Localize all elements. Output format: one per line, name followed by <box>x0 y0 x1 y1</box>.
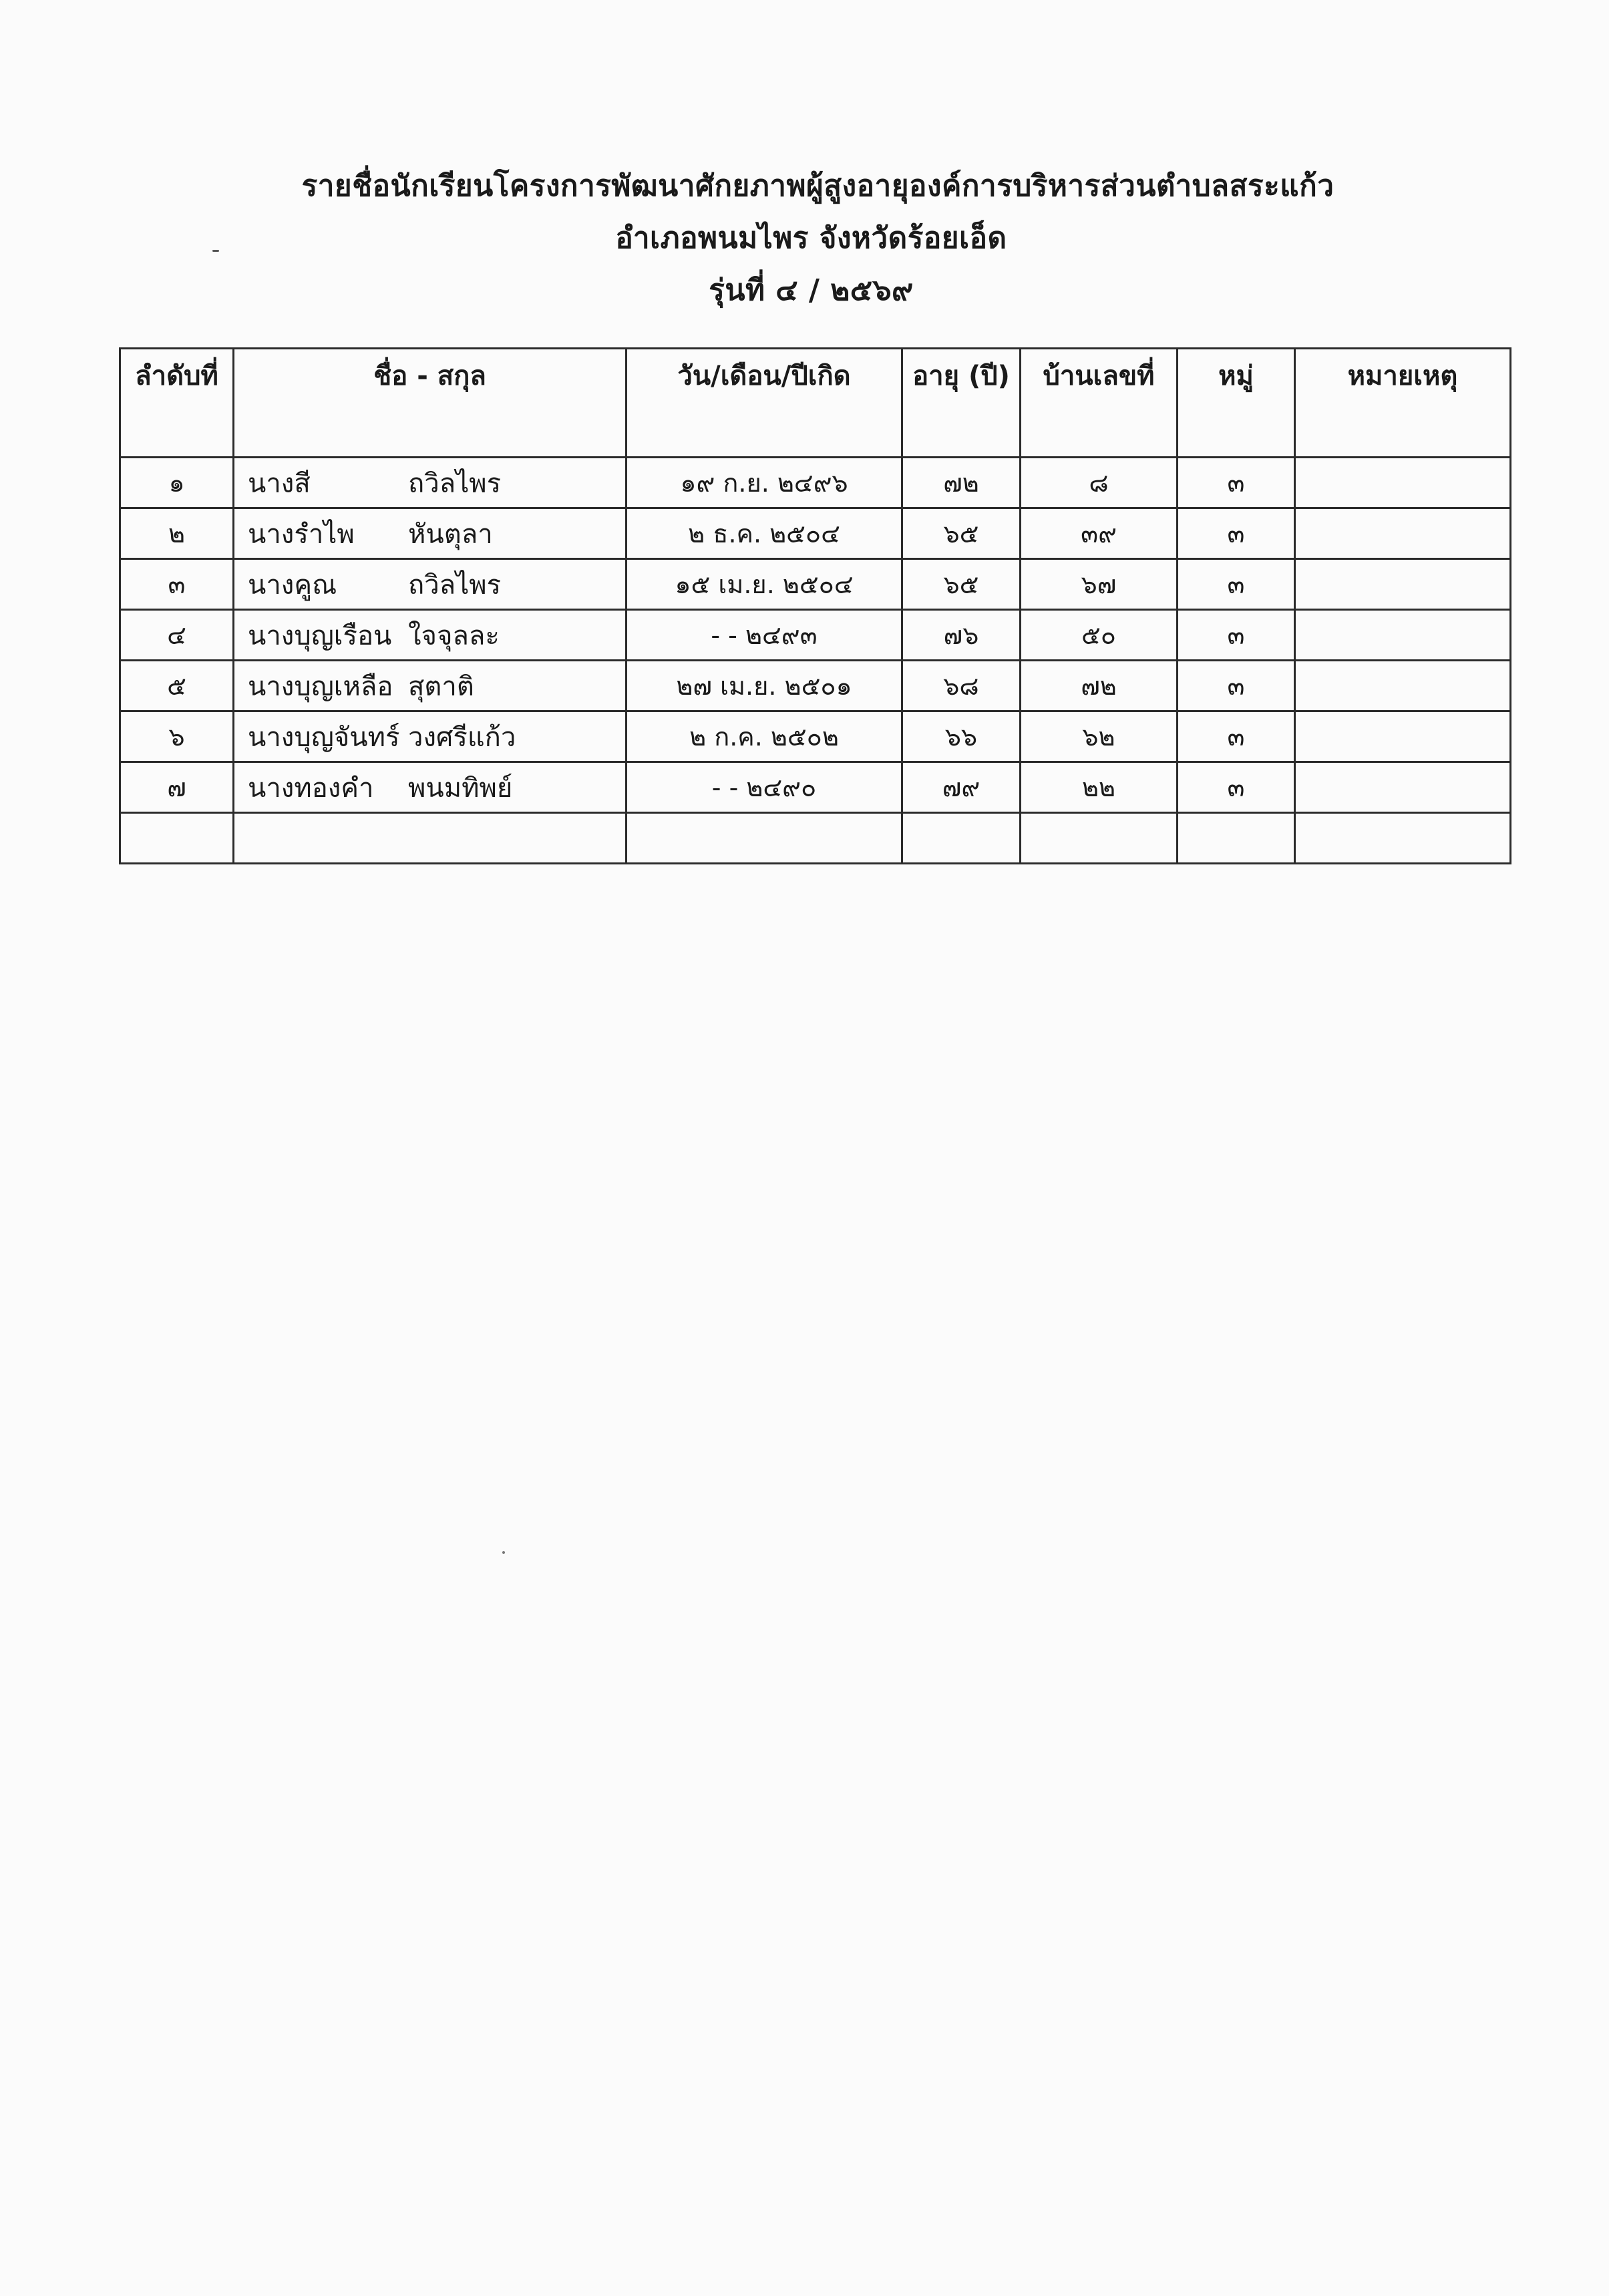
last-name: ถวิลไพร <box>408 569 502 601</box>
cell-name <box>234 610 627 661</box>
cell-age: ๗๙ <box>902 762 1021 813</box>
cell-note <box>1295 508 1511 559</box>
cell-dob: ๑๙ ก.ย. ๒๔๙๖ <box>627 458 902 508</box>
first-name: นางทองคำ <box>248 772 374 804</box>
cell-dob: ๑๕ เม.ย. ๒๕๐๔ <box>627 559 902 610</box>
table-header-row <box>120 349 1511 458</box>
first-name: นางคูณ <box>248 569 337 601</box>
cell-dob: - - ๒๔๙๐ <box>627 762 902 813</box>
cell-dob: ๒๗ เม.ย. ๒๕๐๑ <box>627 661 902 711</box>
student-roster-table <box>119 347 1511 864</box>
cell-age: ๗๖ <box>902 610 1021 661</box>
cell-name <box>234 458 627 508</box>
cell-no: ๕ <box>120 661 234 711</box>
last-name: วงศรีแก้ว <box>408 721 516 753</box>
column-header-house: บ้านเลขที่ <box>1021 349 1178 458</box>
cell-no: ๓ <box>120 559 234 610</box>
first-name: นางบุญเรือน <box>248 620 392 651</box>
table-row <box>120 762 1511 813</box>
cell-note <box>1295 661 1511 711</box>
table-row <box>120 661 1511 711</box>
cell-house: ๓๙ <box>1021 508 1178 559</box>
cell-house: ๒๒ <box>1021 762 1178 813</box>
cell-no: ๗ <box>120 762 234 813</box>
scan-speck <box>502 1551 505 1554</box>
last-name: ใจจุลละ <box>408 620 500 651</box>
cell-name <box>234 559 627 610</box>
cell-note <box>1295 458 1511 508</box>
cell-house: ๖๗ <box>1021 559 1178 610</box>
document-location: อำเภอพนมไพร จังหวัดร้อยเอ็ด <box>615 221 1007 255</box>
cell-name <box>234 661 627 711</box>
cell-empty <box>627 813 902 864</box>
cell-empty <box>120 813 234 864</box>
cell-note <box>1295 762 1511 813</box>
document-header <box>0 160 1609 317</box>
first-name: นางบุญเหลือ <box>248 671 393 702</box>
cell-no: ๑ <box>120 458 234 508</box>
cell-empty <box>1021 813 1178 864</box>
last-name: หันตุลา <box>408 518 493 550</box>
table-row <box>120 559 1511 610</box>
cell-moo: ๓ <box>1178 661 1295 711</box>
cell-moo: ๓ <box>1178 610 1295 661</box>
cell-dob: - - ๒๔๙๓ <box>627 610 902 661</box>
last-name: สุตาติ <box>408 671 474 702</box>
scan-speck <box>212 250 219 252</box>
column-header-note: หมายเหตุ <box>1295 349 1511 458</box>
document-batch: รุ่นที่ ๔ / ๒๕๖๙ <box>709 273 914 307</box>
cell-age: ๖๖ <box>902 711 1021 762</box>
first-name: นางบุญจันทร์ <box>248 721 400 753</box>
cell-empty <box>1295 813 1511 864</box>
last-name: พนมทิพย์ <box>408 772 513 804</box>
cell-age: ๖๕ <box>902 508 1021 559</box>
cell-name <box>234 711 627 762</box>
first-name: นางรำไพ <box>248 518 355 550</box>
cell-moo: ๓ <box>1178 458 1295 508</box>
table-row <box>120 711 1511 762</box>
cell-moo: ๓ <box>1178 711 1295 762</box>
cell-house: ๗๒ <box>1021 661 1178 711</box>
column-header-moo: หมู่ <box>1178 349 1295 458</box>
cell-note <box>1295 711 1511 762</box>
cell-no: ๒ <box>120 508 234 559</box>
column-header-dob: วัน/เดือน/ปีเกิด <box>627 349 902 458</box>
cell-no: ๖ <box>120 711 234 762</box>
cell-dob: ๒ ธ.ค. ๒๕๐๔ <box>627 508 902 559</box>
cell-note <box>1295 559 1511 610</box>
column-header-age: อายุ (ปี) <box>902 349 1021 458</box>
cell-empty <box>234 813 627 864</box>
first-name: นางสี <box>248 468 311 499</box>
column-header-name: ชื่อ - สกุล <box>234 349 627 458</box>
cell-empty <box>902 813 1021 864</box>
column-header-no: ลำดับที่ <box>120 349 234 458</box>
cell-moo: ๓ <box>1178 508 1295 559</box>
table-row <box>120 458 1511 508</box>
cell-age: ๖๕ <box>902 559 1021 610</box>
cell-empty <box>1178 813 1295 864</box>
cell-age: ๖๘ <box>902 661 1021 711</box>
last-name: ถวิลไพร <box>408 468 502 499</box>
cell-moo: ๓ <box>1178 762 1295 813</box>
table-row <box>120 508 1511 559</box>
cell-name <box>234 762 627 813</box>
table-row-empty <box>120 813 1511 864</box>
table-row <box>120 610 1511 661</box>
cell-house: ๘ <box>1021 458 1178 508</box>
cell-no: ๔ <box>120 610 234 661</box>
cell-moo: ๓ <box>1178 559 1295 610</box>
cell-dob: ๒ ก.ค. ๒๕๐๒ <box>627 711 902 762</box>
cell-note <box>1295 610 1511 661</box>
document-title: รายชื่อนักเรียนโครงการพัฒนาศักยภาพผู้สูงอายุองค์การบริหารส่วนตำบลสระแก้ว <box>301 169 1334 203</box>
cell-house: ๖๒ <box>1021 711 1178 762</box>
cell-age: ๗๒ <box>902 458 1021 508</box>
cell-house: ๕๐ <box>1021 610 1178 661</box>
cell-name <box>234 508 627 559</box>
